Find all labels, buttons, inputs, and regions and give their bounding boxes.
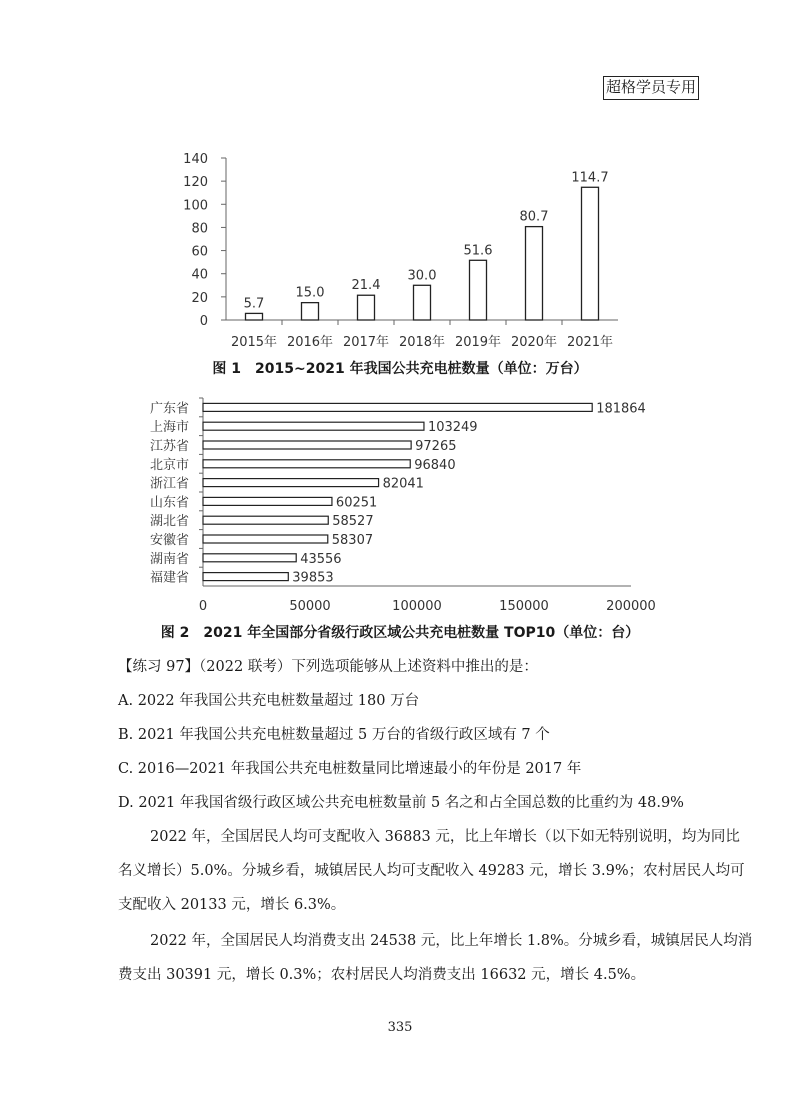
data-label: 51.6 <box>463 243 493 259</box>
data-label: 96840 <box>414 457 456 473</box>
y-tick-label: 20 <box>191 290 208 306</box>
option-c: C. 2016—2021 年我国公共充电桩数量同比增速最小的年份是 2017 年 <box>118 761 582 777</box>
bar <box>203 516 328 524</box>
bar <box>203 479 379 487</box>
bar <box>302 303 319 320</box>
paragraph-1-line-2: 名义增长）5.0%。分城乡看，城镇居民人均可支配收入 49283 元，增长 3.9%；农村居民人均可 <box>118 863 745 879</box>
y-tick-label: 上海市 <box>149 420 189 436</box>
option-d: D. 2021 年我国省级行政区域公共充电桩数量前 5 名之和占全国总数的比重约为 48.9% <box>118 795 684 811</box>
bar <box>203 554 296 562</box>
data-label: 97265 <box>415 439 457 454</box>
data-label: 39853 <box>292 570 334 586</box>
chart-1-title: 图 1 2015~2021 年我国公共充电桩数量（单位：万台） <box>212 361 588 377</box>
data-label: 30.0 <box>407 268 437 284</box>
data-label: 103249 <box>427 420 478 436</box>
y-tick-label: 湖北省 <box>149 514 189 530</box>
header-tag: 超格学员专用 <box>603 76 699 100</box>
y-tick-label: 山东省 <box>149 495 189 511</box>
bar <box>414 285 431 320</box>
chart-2-title: 图 2 2021 年全国部分省级行政区域公共充电桩数量 TOP10（单位：台） <box>160 625 640 641</box>
bar <box>203 535 328 543</box>
x-tick-label: 2015年 <box>230 335 278 350</box>
y-tick-label: 80 <box>191 221 208 237</box>
data-label: 114.7 <box>571 170 609 186</box>
data-label: 181864 <box>596 401 646 417</box>
bar <box>203 422 424 430</box>
paragraph-1-line-3: 支配收入 20133 元，增长 6.3%。 <box>118 897 346 913</box>
y-tick-label: 北京市 <box>149 457 189 473</box>
x-tick-label: 2017年 <box>342 335 390 350</box>
x-tick-label: 2019年 <box>454 335 502 350</box>
data-label: 21.4 <box>351 278 381 294</box>
y-tick-label: 浙江省 <box>149 476 189 492</box>
paragraph-2-line-2: 费支出 30391 元，增长 0.3%；农村居民人均消费支出 16632 元，增长 4.5%。 <box>118 967 646 983</box>
x-tick-label: 0 <box>198 599 208 614</box>
paragraph-1-line-1: 2022 年，全国居民人均可支配收入 36883 元，比上年增长（以下如无特别说明，均为同比 <box>150 829 740 845</box>
question-stem: 【练习 97】（2022 联考）下列选项能够从上述资料中推出的是： <box>118 659 538 675</box>
data-label: 58527 <box>332 514 374 530</box>
x-tick-label: 150000 <box>499 599 549 614</box>
y-tick-label: 江苏省 <box>149 439 189 454</box>
data-label: 80.7 <box>519 209 549 225</box>
bar <box>470 260 487 320</box>
chart-2-horizontal-bar <box>0 390 800 622</box>
option-b: B. 2021 年我国公共充电桩数量超过 5 万台的省级行政区域有 7 个 <box>118 727 550 743</box>
x-tick-label: 200000 <box>606 599 656 614</box>
paragraph-2-line-1: 2022 年，全国居民人均消费支出 24538 元，比上年增长 1.8%。分城乡看，城镇居民人均消 <box>150 933 753 949</box>
x-tick-label: 2020年 <box>510 335 558 350</box>
y-tick-label: 0 <box>199 314 208 329</box>
y-tick-label: 140 <box>183 152 208 167</box>
bar <box>203 573 288 581</box>
x-tick-label: 50000 <box>289 599 331 614</box>
option-a: A. 2022 年我国公共充电桩数量超过 180 万台 <box>118 693 420 709</box>
x-tick-label: 2021年 <box>566 335 614 350</box>
data-label: 82041 <box>382 476 424 492</box>
x-tick-label: 2018年 <box>398 335 446 350</box>
bar <box>358 295 375 320</box>
data-label: 60251 <box>335 495 378 511</box>
x-tick-label: 2016年 <box>286 335 334 350</box>
bar <box>203 441 411 449</box>
y-tick-label: 安徽省 <box>149 533 189 548</box>
page-number: 335 <box>387 1020 413 1035</box>
chart-1-vertical-bar <box>0 140 800 355</box>
data-label: 5.7 <box>243 296 265 312</box>
y-tick-label: 120 <box>183 175 208 191</box>
bar <box>203 460 410 468</box>
data-label: 15.0 <box>295 285 325 301</box>
y-tick-label: 40 <box>191 267 208 283</box>
bar <box>246 313 263 320</box>
bar <box>203 497 332 505</box>
y-tick-label: 100 <box>183 198 208 214</box>
x-tick-label: 100000 <box>392 599 442 614</box>
bar <box>526 227 543 320</box>
bar <box>582 187 599 320</box>
y-tick-label: 湖南省 <box>149 551 189 567</box>
data-label: 43556 <box>300 551 342 567</box>
bar <box>203 403 592 411</box>
y-tick-label: 福建省 <box>149 570 189 586</box>
data-label: 58307 <box>331 533 374 548</box>
y-tick-label: 广东省 <box>149 401 189 417</box>
y-tick-label: 60 <box>191 244 208 260</box>
